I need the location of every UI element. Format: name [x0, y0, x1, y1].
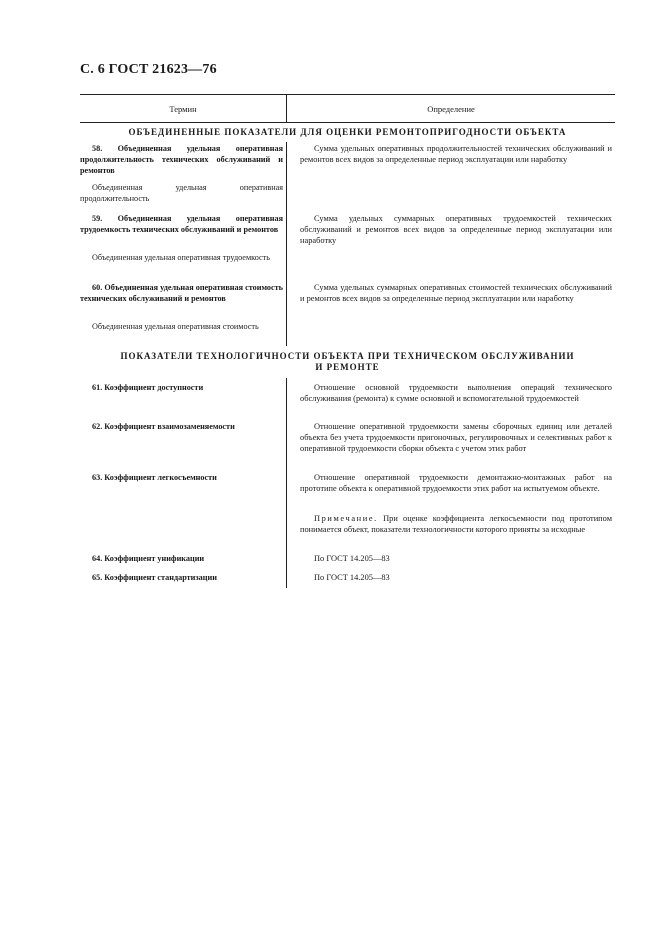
synonym-58	[80, 182, 283, 204]
definition-61	[300, 382, 612, 404]
term-number: 62.	[92, 422, 103, 431]
term-name: Коэффициент унификации	[104, 554, 205, 563]
definition-63	[300, 472, 612, 494]
table-header-rule	[80, 122, 615, 123]
definition-59	[300, 213, 612, 246]
term-name: Объединенная удельная оперативная продолжительность технических обслуживаний и ремонтов	[80, 144, 284, 175]
term-name: Объединенная удельная оперативная трудоемкость технических обслуживаний и ремонтов	[80, 214, 284, 234]
term-number: 60.	[92, 283, 103, 292]
page-header: С. 6 ГОСТ 21623—76	[80, 62, 217, 77]
section2-column-divider	[286, 378, 287, 588]
note-63	[300, 513, 612, 535]
term-58	[80, 143, 283, 176]
definition-text: Сумма удельных оперативных продолжительностей технических обслуживаний и ремонтов всех видов за определенные период эксплуатации или наработку	[300, 144, 612, 164]
table-top-rule	[80, 94, 615, 95]
term-59	[80, 213, 283, 235]
term-62	[80, 421, 283, 432]
term-number: 64.	[92, 554, 103, 563]
note-label: Примечание.	[314, 514, 378, 523]
synonym-59	[80, 252, 283, 263]
term-63	[80, 472, 283, 483]
term-name: Коэффициент стандартизации	[104, 573, 217, 582]
column-header-definition: Определение	[427, 104, 475, 114]
term-64	[80, 553, 283, 564]
terms-table	[80, 94, 615, 588]
term-number: 58.	[92, 144, 103, 153]
definition-64	[300, 553, 612, 564]
term-name: Объединенная удельная оперативная стоимость технических обслуживаний и ремонтов	[80, 283, 284, 303]
section1-column-divider	[286, 142, 287, 346]
term-60	[80, 282, 283, 304]
definition-text: Сумма удельных суммарных оперативных трудоемкостей технических обслуживаний и ремонтов всех видов за определенные период эксплуатации или наработку	[300, 214, 612, 245]
definition-text: Отношение оперативной трудоемкости демонтажно-монтажных работ на прототипе объекта к оперативной трудоемкости этих работ на испытуемом объекте.	[300, 473, 612, 493]
section-title: ОБЪЕДИНЕННЫЕ ПОКАЗАТЕЛИ ДЛЯ ОЦЕНКИ РЕМОНТОПРИГОДНОСТИ ОБЪЕКТА	[128, 127, 567, 137]
definition-60	[300, 282, 612, 304]
term-61	[80, 382, 283, 393]
term-name: Коэффициент взаимозаменяемости	[104, 422, 235, 431]
section-title	[80, 351, 615, 373]
column-header-term: Термин	[169, 104, 197, 114]
term-number: 65.	[92, 573, 103, 582]
definition-text: По ГОСТ 14.205—83	[314, 573, 390, 582]
definition-62	[300, 421, 612, 454]
term-number: 61.	[92, 383, 103, 392]
term-65	[80, 572, 283, 583]
section-title-line: И РЕМОНТЕ	[315, 362, 380, 372]
term-synonym: Объединенная удельная оперативная стоимость	[92, 322, 259, 331]
term-synonym: Объединенная удельная оперативная трудоемкость	[92, 253, 270, 262]
term-synonym: Объединенная удельная оперативная продолжительность	[80, 183, 283, 203]
term-number: 59.	[92, 214, 103, 223]
definition-text: Отношение основной трудоемкости выполнения операций технического обслуживания (ремонта) к сумме основной и вспомогательной трудоемкостей	[300, 383, 612, 403]
section-title-line: ПОКАЗАТЕЛИ ТЕХНОЛОГИЧНОСТИ ОБЪЕКТА ПРИ ТЕХНИЧЕСКОМ ОБСЛУЖИВАНИИ	[120, 351, 575, 361]
synonym-60	[80, 321, 283, 332]
term-number: 63.	[92, 473, 103, 482]
definition-text: Отношение оперативной трудоемкости замены сборочных единиц или деталей объекта без учета трудоемкости пригоночных, регулировочных и селективных работ к оперативной трудоемкости сборки объекта с учетом этих работ	[300, 422, 612, 453]
definition-text: Сумма удельных суммарных оперативных стоимостей технических обслуживаний и ремонтов всех видов за определенные период эксплуатации или наработку	[300, 283, 612, 303]
note-text: При оценке коэффициента легкосъемности под прототипом понимается объект, показатели технологичности которого приняты за исходные	[300, 514, 612, 534]
term-name: Коэффициент доступности	[104, 383, 204, 392]
term-name: Коэффициент легкосъемности	[104, 473, 217, 482]
definition-text: По ГОСТ 14.205—83	[314, 554, 390, 563]
definition-65	[300, 572, 612, 583]
definition-58	[300, 143, 612, 165]
